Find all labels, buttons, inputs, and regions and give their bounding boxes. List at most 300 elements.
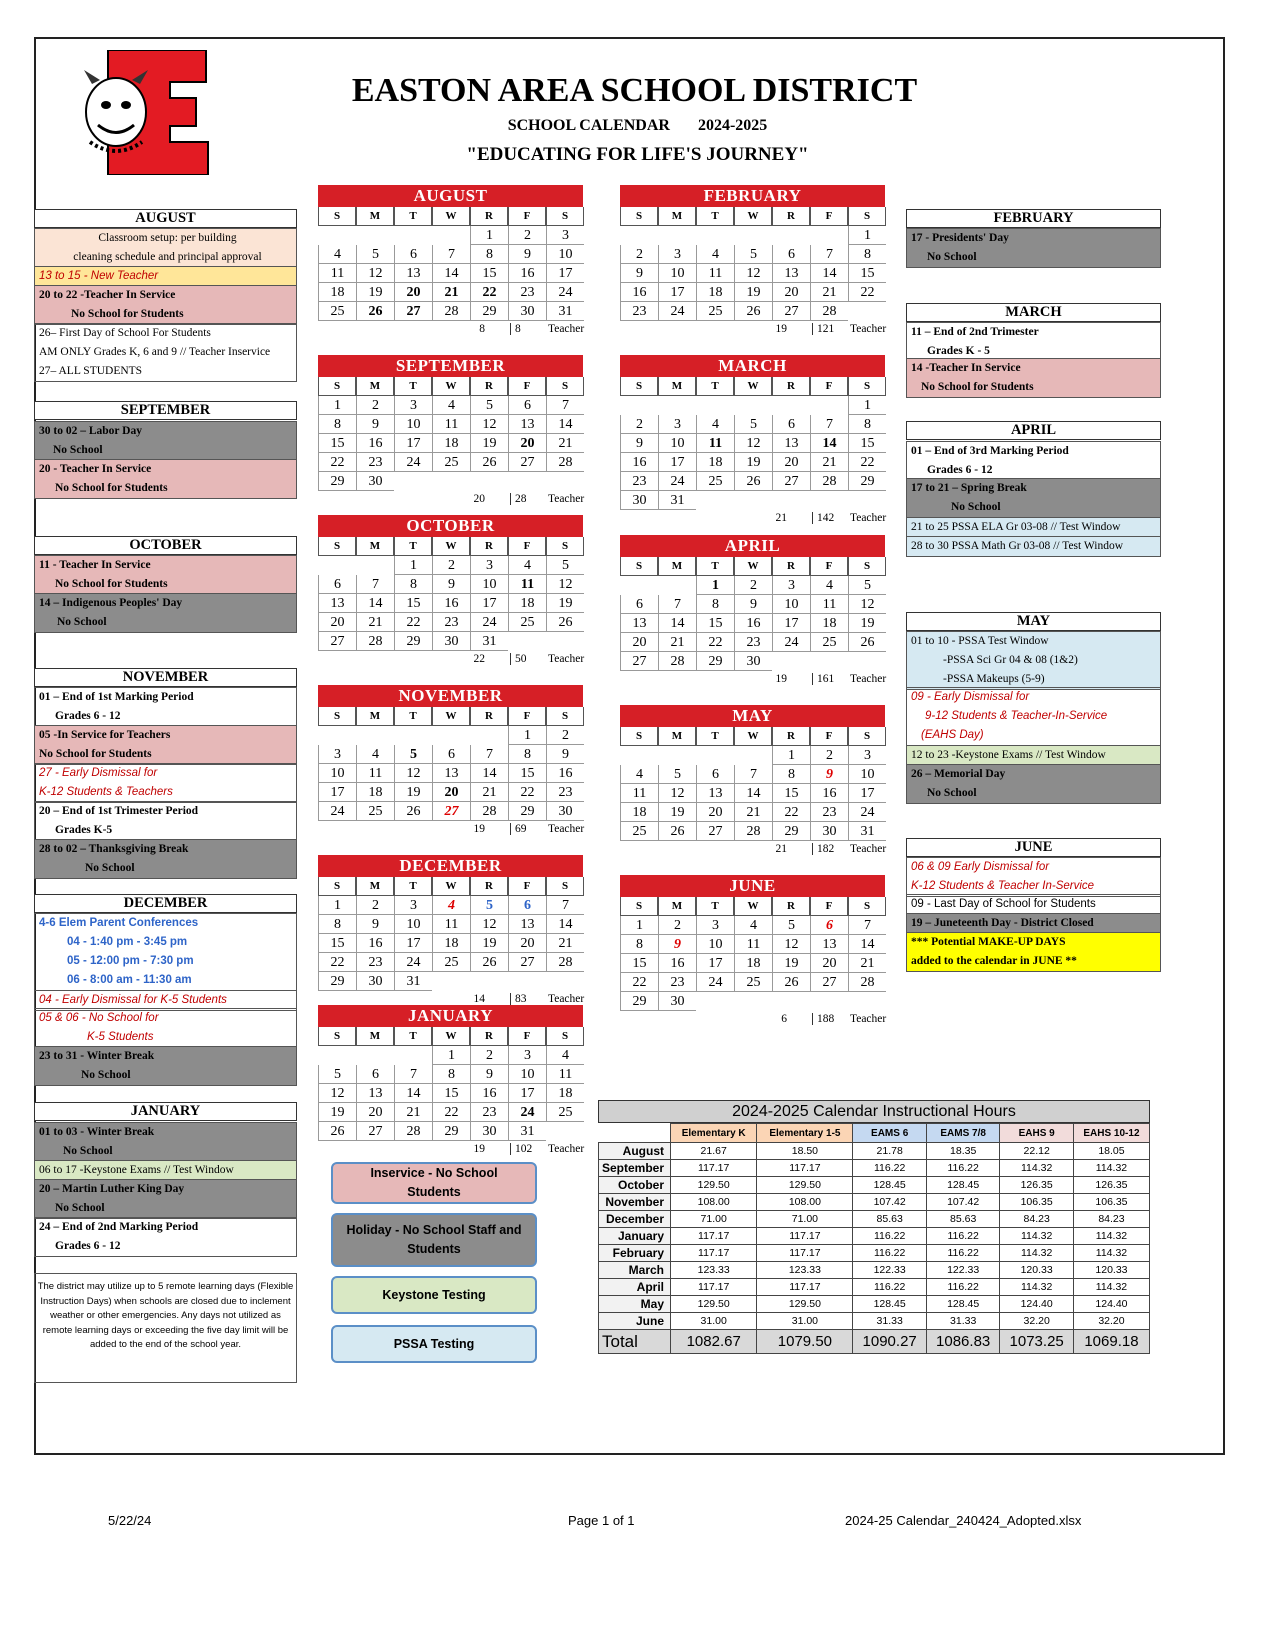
teacher-label: Teacher	[850, 512, 887, 524]
calendar-day: 17	[658, 453, 696, 472]
instructional-hours-table	[598, 1100, 1150, 1354]
days-in-month: 19	[473, 823, 485, 835]
calendar-day: 28	[810, 302, 848, 321]
month-label: September	[599, 1160, 671, 1177]
weekday-header: F	[810, 897, 848, 916]
right-jun-note	[906, 857, 1161, 897]
cumulative-days: 142	[812, 512, 834, 524]
calendar-day: 16	[432, 594, 470, 613]
teacher-label: Teacher	[548, 823, 585, 835]
calendar-day: 12	[470, 915, 508, 934]
note-line: 01 to 10 - PSSA Test Window	[911, 635, 1049, 647]
hours-value: 116.22	[853, 1279, 927, 1296]
calendar-day: 10	[658, 434, 696, 453]
calendar-day-count	[620, 510, 885, 528]
calendar-day: 29	[432, 1122, 470, 1141]
calendar-day: 29	[772, 822, 810, 841]
teacher-label: Teacher	[850, 843, 887, 855]
weekday-header: W	[432, 377, 470, 396]
calendar-day: 11	[810, 595, 848, 614]
calendar-day: 8	[318, 915, 356, 934]
weekday-header: R	[772, 377, 810, 396]
calendar-day: 10	[696, 935, 734, 954]
note-line: No School	[85, 862, 135, 874]
note-line: 17 - Presidents' Day	[911, 232, 1009, 244]
calendar-day: 29	[508, 802, 546, 821]
calendar-day: 4	[546, 1046, 584, 1065]
calendar-day: 3	[394, 896, 432, 915]
calendar-day: 25	[620, 822, 658, 841]
calendar-day: 20	[810, 954, 848, 973]
hours-column-header: EAHS 9	[1000, 1124, 1074, 1143]
weekday-header: W	[432, 707, 470, 726]
weekday-header: T	[696, 897, 734, 916]
calendar-day: 14	[470, 764, 508, 783]
calendar-day: 4	[696, 415, 734, 434]
calendar-day: 16	[546, 764, 584, 783]
weekday-header: R	[470, 537, 508, 556]
calendar-day: 24	[772, 633, 810, 652]
calendar-day: 14	[848, 935, 886, 954]
hours-value: 123.33	[757, 1262, 853, 1279]
calendar-day: 2	[620, 245, 658, 264]
calendar-day: 8	[318, 415, 356, 434]
empty-day	[470, 972, 508, 991]
calendar-day: 2	[658, 916, 696, 935]
calendar-day: 1	[620, 916, 658, 935]
calendar-day: 11	[696, 434, 734, 453]
left-jan-note	[34, 1217, 297, 1257]
calendar-day: 20	[772, 283, 810, 302]
hours-value: 114.32	[1073, 1228, 1149, 1245]
calendar-day: 1	[394, 556, 432, 575]
calendar-nov	[318, 685, 583, 839]
calendar-day: 15	[318, 434, 356, 453]
calendar-day: 25	[432, 953, 470, 972]
empty-day	[772, 226, 810, 245]
note-line: 30 to 02 – Labor Day	[39, 425, 142, 437]
weekday-header: R	[772, 557, 810, 576]
calendar-day: 21	[810, 453, 848, 472]
empty-day	[696, 992, 734, 1011]
calendar-day-count	[620, 321, 885, 339]
calendar-month-title: SEPTEMBER	[318, 355, 583, 377]
weekday-header: F	[508, 207, 546, 226]
calendar-day: 23	[546, 783, 584, 802]
calendar-subtitle: SCHOOL CALENDAR 2024-2025	[507, 117, 768, 134]
weekday-header: R	[470, 207, 508, 226]
note-line: 13 to 15 - New Teacher	[39, 270, 159, 282]
left-dec-note	[34, 1008, 297, 1048]
calendar-day: 13	[772, 434, 810, 453]
calendar-day: 7	[356, 575, 394, 594]
note-line: Classroom setup: per building	[98, 232, 237, 244]
calendar-day: 17	[772, 614, 810, 633]
calendar-day: 18	[432, 434, 470, 453]
weekday-header: S	[318, 377, 356, 396]
cumulative-days: 8	[510, 323, 521, 335]
calendar-day: 2	[734, 576, 772, 595]
note-line: No School for Students	[921, 381, 1034, 393]
hours-value: 108.00	[671, 1194, 757, 1211]
calendar-day: 5	[734, 245, 772, 264]
weekday-header: T	[394, 1027, 432, 1046]
hours-value: 117.17	[757, 1160, 853, 1177]
calendar-day: 17	[848, 784, 886, 803]
calendar-day: 19	[658, 803, 696, 822]
calendar-day: 29	[470, 302, 508, 321]
calendar-day: 6	[356, 1065, 394, 1084]
calendar-day: 21	[848, 954, 886, 973]
weekday-header: S	[848, 897, 886, 916]
cumulative-days: 161	[812, 673, 834, 685]
left-jan-heading: JANUARY	[34, 1102, 297, 1121]
weekday-header: W	[734, 207, 772, 226]
calendar-day: 29	[394, 632, 432, 651]
calendar-day: 3	[394, 396, 432, 415]
calendar-day: 9	[432, 575, 470, 594]
calendar-day: 24	[848, 803, 886, 822]
hours-value: 117.17	[757, 1245, 853, 1262]
calendar-day: 1	[318, 896, 356, 915]
weekday-header: S	[318, 877, 356, 896]
weekday-header: S	[848, 377, 886, 396]
weekday-header: W	[734, 727, 772, 746]
teacher-label: Teacher	[548, 1143, 585, 1155]
calendar-day: 27	[508, 453, 546, 472]
calendar-day: 1	[432, 1046, 470, 1065]
teacher-label: Teacher	[850, 673, 887, 685]
hours-value: 120.33	[1073, 1262, 1149, 1279]
calendar-sep	[318, 355, 583, 509]
calendar-day: 22	[696, 633, 734, 652]
calendar-day: 31	[394, 972, 432, 991]
note-line: 04 - 1:40 pm - 3:45 pm	[67, 936, 188, 948]
calendar-day: 31	[508, 1122, 546, 1141]
cumulative-days: 188	[812, 1013, 834, 1025]
calendar-day: 1	[318, 396, 356, 415]
calendar-day: 29	[318, 972, 356, 991]
empty-day	[546, 632, 584, 651]
weekday-header: R	[772, 897, 810, 916]
left-aug-note	[34, 266, 297, 287]
empty-day	[318, 1046, 356, 1065]
calendar-day: 28	[546, 953, 584, 972]
empty-day	[546, 472, 584, 491]
calendar-day: 24	[318, 802, 356, 821]
note-line: 19 – Juneteenth Day - District Closed	[911, 917, 1094, 929]
hours-value: 114.32	[1073, 1279, 1149, 1296]
hours-value: 106.35	[1073, 1194, 1149, 1211]
calendar-day: 6	[696, 765, 734, 784]
hours-value: 106.35	[1000, 1194, 1074, 1211]
month-label: January	[599, 1228, 671, 1245]
calendar-day: 5	[772, 916, 810, 935]
right-may-note	[906, 745, 1161, 766]
calendar-day: 17	[658, 283, 696, 302]
teacher-label: Teacher	[850, 1013, 887, 1025]
note-line: 9-12 Students & Teacher-In-Service	[925, 710, 1108, 722]
calendar-day: 4	[620, 765, 658, 784]
left-nov-note	[34, 839, 297, 879]
calendar-day: 15	[508, 764, 546, 783]
note-line: 12 to 23 -Keystone Exams // Test Window	[911, 749, 1106, 761]
calendar-day: 10	[470, 575, 508, 594]
note-line: 23 to 31 - Winter Break	[39, 1050, 155, 1062]
calendar-day: 19	[318, 1103, 356, 1122]
calendar-month-title: AUGUST	[318, 185, 583, 207]
calendar-day: 27	[394, 302, 432, 321]
calendar-day: 11	[318, 264, 356, 283]
calendar-day: 18	[696, 453, 734, 472]
note-line: 26 – Memorial Day	[911, 768, 1006, 780]
calendar-day: 3	[658, 415, 696, 434]
calendar-day: 5	[470, 896, 508, 915]
legend-pssa-label: PSSA Testing	[393, 1336, 475, 1351]
calendar-day: 16	[356, 434, 394, 453]
month-label: June	[599, 1313, 671, 1330]
empty-day	[696, 396, 734, 415]
weekday-header: S	[546, 377, 584, 396]
calendar-day: 23	[810, 803, 848, 822]
table-row	[599, 1279, 1150, 1296]
calendar-day: 28	[658, 652, 696, 671]
calendar-day: 14	[356, 594, 394, 613]
weekday-header: S	[848, 727, 886, 746]
note-line: 11 - Teacher In Service	[39, 559, 151, 571]
note-line: *** Potential MAKE-UP DAYS	[911, 936, 1066, 948]
note-line: No School	[53, 444, 103, 456]
hours-value: 85.63	[853, 1211, 927, 1228]
legend-holiday-label: Holiday - No School Staff and Students	[346, 1223, 522, 1256]
table-row	[599, 1313, 1150, 1330]
calendar-month-title: JANUARY	[318, 1005, 583, 1027]
left-nov-note	[34, 801, 297, 841]
weekday-header: S	[318, 707, 356, 726]
calendar-day: 7	[546, 896, 584, 915]
calendar-day: 13	[772, 264, 810, 283]
empty-day	[432, 972, 470, 991]
weekday-header: M	[658, 557, 696, 576]
calendar-month-title: FEBRUARY	[620, 185, 885, 207]
calendar-aug	[318, 185, 583, 339]
empty-day	[432, 472, 470, 491]
right-apr-note	[906, 478, 1161, 518]
calendar-day: 24	[394, 953, 432, 972]
empty-day	[848, 992, 886, 1011]
note-line: added to the calendar in JUNE **	[911, 955, 1077, 967]
total-value: 1086.83	[926, 1330, 1000, 1354]
calendar-day: 8	[620, 935, 658, 954]
hours-value: 18.50	[757, 1143, 853, 1160]
calendar-day: 27	[772, 302, 810, 321]
table-row	[599, 1262, 1150, 1279]
month-label: May	[599, 1296, 671, 1313]
calendar-day: 20	[620, 633, 658, 652]
calendar-day: 31	[470, 632, 508, 651]
note-line: 11 – End of 2nd Trimester	[911, 326, 1039, 338]
calendar-day: 17	[546, 264, 584, 283]
hours-value: 114.32	[1000, 1245, 1074, 1262]
calendar-day: 14	[734, 784, 772, 803]
calendar-day: 7	[546, 396, 584, 415]
empty-day	[620, 576, 658, 595]
calendar-day: 10	[546, 245, 584, 264]
calendar-day: 22	[318, 953, 356, 972]
calendar-day: 22	[772, 803, 810, 822]
calendar-day: 5	[546, 556, 584, 575]
table-row	[599, 1296, 1150, 1313]
empty-day	[772, 652, 810, 671]
weekday-header: T	[696, 207, 734, 226]
hours-value: 107.42	[926, 1194, 1000, 1211]
calendar-day: 6	[432, 745, 470, 764]
calendar-day-count	[318, 651, 583, 669]
days-in-month: 20	[473, 493, 485, 505]
calendar-day: 25	[546, 1103, 584, 1122]
calendar-day: 18	[696, 283, 734, 302]
note-line: 28 to 30 PSSA Math Gr 03-08 // Test Window	[911, 540, 1124, 552]
empty-day	[356, 726, 394, 745]
hours-column-header: EAMS 7/8	[926, 1124, 1000, 1143]
weekday-header: M	[356, 537, 394, 556]
weekday-header: W	[432, 537, 470, 556]
calendar-day: 30	[356, 972, 394, 991]
calendar-day: 3	[658, 245, 696, 264]
calendar-day: 12	[394, 764, 432, 783]
hours-value: 114.32	[1000, 1160, 1074, 1177]
calendar-day: 10	[394, 415, 432, 434]
right-mar-note	[906, 322, 1161, 362]
hours-value: 128.45	[853, 1296, 927, 1313]
days-in-month: 19	[473, 1143, 485, 1155]
calendar-day: 20	[508, 434, 546, 453]
calendar-day: 18	[734, 954, 772, 973]
right-jun-note	[906, 932, 1161, 972]
days-in-month: 19	[775, 323, 787, 335]
note-line: K-5 Students	[87, 1031, 154, 1043]
note-line: No School	[927, 787, 977, 799]
calendar-month-title: DECEMBER	[318, 855, 583, 877]
hours-value: 129.50	[757, 1177, 853, 1194]
calendar-day: 30	[470, 1122, 508, 1141]
calendar-day: 18	[508, 594, 546, 613]
left-aug-note	[34, 285, 297, 325]
calendar-day: 11	[546, 1065, 584, 1084]
legend-keystone	[331, 1276, 537, 1314]
calendar-day: 5	[394, 745, 432, 764]
note-line: 01 to 03 - Winter Break	[39, 1126, 155, 1138]
hours-value: 129.50	[671, 1177, 757, 1194]
calendar-day: 16	[620, 453, 658, 472]
calendar-day: 27	[696, 822, 734, 841]
footer-page: Page 1 of 1	[568, 1513, 635, 1528]
calendar-month-title: MARCH	[620, 355, 885, 377]
teacher-label: Teacher	[850, 323, 887, 335]
calendar-day: 9	[658, 935, 696, 954]
calendar-day: 24	[470, 613, 508, 632]
calendar-apr	[620, 535, 885, 689]
calendar-day: 27	[318, 632, 356, 651]
calendar-day: 24	[508, 1103, 546, 1122]
calendar-day: 14	[546, 415, 584, 434]
weekday-header: F	[508, 537, 546, 556]
calendar-day: 1	[470, 226, 508, 245]
weekday-header: W	[734, 377, 772, 396]
empty-day	[432, 226, 470, 245]
empty-day	[772, 491, 810, 510]
calendar-day: 28	[810, 472, 848, 491]
calendar-day: 19	[470, 434, 508, 453]
empty-day	[696, 491, 734, 510]
hours-value: 32.20	[1000, 1313, 1074, 1330]
calendar-day: 6	[772, 415, 810, 434]
hours-value: 117.17	[671, 1160, 757, 1177]
calendar-day: 12	[848, 595, 886, 614]
calendar-day: 11	[696, 264, 734, 283]
hours-value: 31.33	[926, 1313, 1000, 1330]
empty-day	[810, 992, 848, 1011]
legend-inservice	[331, 1162, 537, 1204]
hours-value: 85.63	[926, 1211, 1000, 1228]
weekday-header: F	[810, 377, 848, 396]
note-line: 01 – End of 1st Marking Period	[39, 691, 194, 703]
note-line: No School	[951, 501, 1001, 513]
footer-date: 5/22/24	[108, 1513, 152, 1528]
calendar-day: 5	[734, 415, 772, 434]
calendar-day: 5	[658, 765, 696, 784]
table-row	[599, 1245, 1150, 1262]
calendar-day: 12	[734, 264, 772, 283]
calendar-day: 25	[810, 633, 848, 652]
calendar-day: 21	[394, 1103, 432, 1122]
calendar-day: 6	[318, 575, 356, 594]
calendar-day: 29	[620, 992, 658, 1011]
hours-value: 18.35	[926, 1143, 1000, 1160]
hours-value: 18.05	[1073, 1143, 1149, 1160]
calendar-day: 21	[432, 283, 470, 302]
calendar-jan	[318, 1005, 583, 1159]
days-in-month: 6	[781, 1013, 787, 1025]
calendar-day: 26	[356, 302, 394, 321]
hours-value: 124.40	[1000, 1296, 1074, 1313]
note-line: 14 -Teacher In Service	[911, 362, 1021, 374]
empty-day	[620, 746, 658, 765]
note-line: K-12 Students & Teacher In-Service	[911, 880, 1095, 892]
calendar-day: 26	[848, 633, 886, 652]
calendar-day: 19	[848, 614, 886, 633]
note-line: Grades K-5	[55, 824, 113, 836]
calendar-day: 23	[432, 613, 470, 632]
note-line: 04 - Early Dismissal for K-5 Students	[39, 994, 227, 1006]
calendar-day: 5	[848, 576, 886, 595]
table-row	[599, 1177, 1150, 1194]
weekday-header: S	[546, 707, 584, 726]
calendar-day: 1	[508, 726, 546, 745]
cumulative-days: 121	[812, 323, 834, 335]
calendar-day: 22	[432, 1103, 470, 1122]
hours-value: 21.67	[671, 1143, 757, 1160]
hours-value: 129.50	[757, 1296, 853, 1313]
note-line: 26– First Day of School For Students	[39, 327, 211, 339]
empty-day	[394, 726, 432, 745]
empty-day	[848, 491, 886, 510]
calendar-day: 9	[546, 745, 584, 764]
calendar-day: 13	[810, 935, 848, 954]
empty-day	[848, 652, 886, 671]
weekday-header: M	[658, 377, 696, 396]
note-line: AM ONLY Grades K, 6 and 9 // Teacher Inservice	[39, 346, 271, 358]
